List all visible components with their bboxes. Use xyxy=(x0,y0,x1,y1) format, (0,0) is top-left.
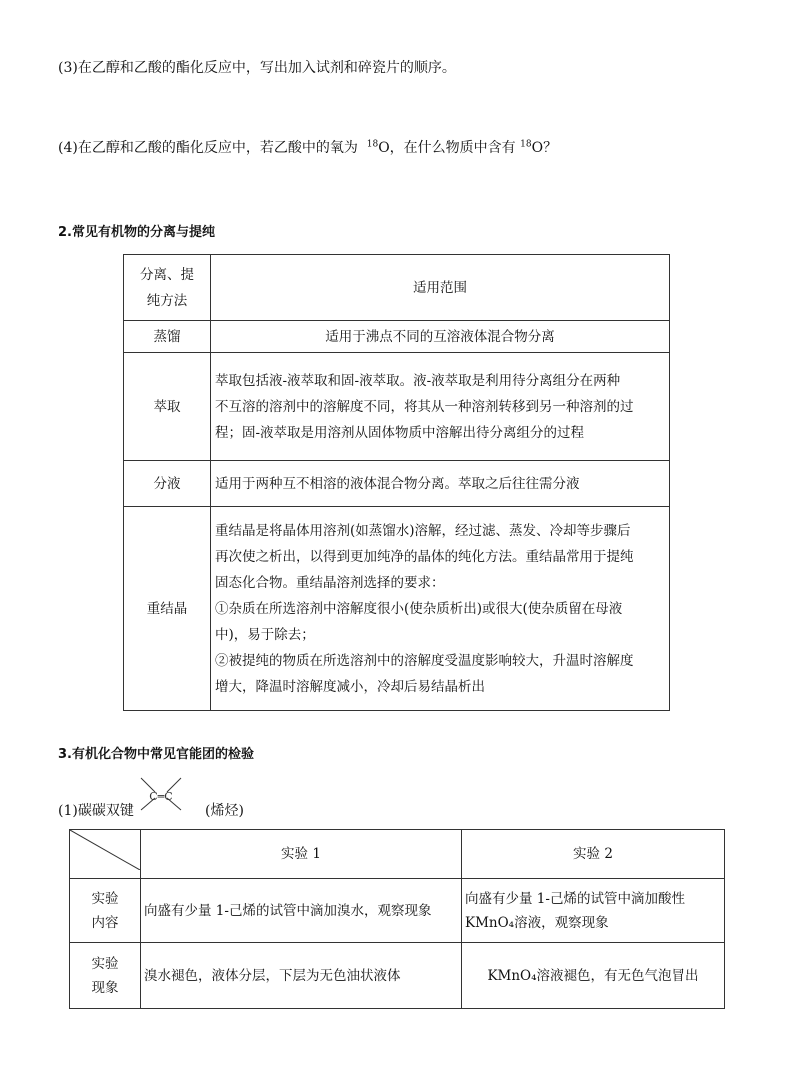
question-4: (4)在乙醇和乙酸的酯化反应中，若乙酸中的氧为 $^{18}$O，在什么物质中含有 $^{18}$O？ xyxy=(58,139,558,156)
method-cell: 分液 xyxy=(124,461,211,507)
row-head-result: 实验现象 xyxy=(70,943,141,1009)
header-scope: 适用范围 xyxy=(211,255,670,321)
section-2-title: 2.常见有机物的分离与提纯 xyxy=(58,225,215,240)
header-method: 分离、提纯方法 xyxy=(124,255,211,321)
exp1-content: 向盛有少量 1-己烯的试管中滴加溴水，观察现象 xyxy=(141,879,462,943)
exp2-content: 向盛有少量 1-己烯的试管中滴加酸性 KMnO₄溶液，观察现象 xyxy=(462,879,725,943)
diag-cell xyxy=(70,830,141,879)
exp1-result: 溴水褪色，液体分层，下层为无色油状液体 xyxy=(141,943,462,1009)
col-exp2: 实验 2 xyxy=(462,830,725,879)
col-exp1: 实验 1 xyxy=(141,830,462,879)
scope-cell: 萃取包括液-液萃取和固-液萃取。液-液萃取是利用待分离组分在两种 不互溶的溶剂中的溶解度不同，将其从一种溶剂转移到另一种溶剂的过 程；固-液萃取是用溶剂从固体物质中溶解出待分离组分的过程 xyxy=(211,353,670,461)
section-3-title: 3.有机化合物中常见官能团的检验 xyxy=(58,747,254,762)
alkene-label: (烯烃) xyxy=(205,803,244,819)
separation-table xyxy=(123,254,670,711)
method-cell: 蒸馏 xyxy=(124,321,211,353)
scope-cell: 适用于沸点不同的互溶液体混合物分离 xyxy=(211,321,670,353)
alkene-structure-icon xyxy=(121,770,201,820)
scope-cell: 重结晶是将晶体用溶剂(如蒸馏水)溶解，经过滤、蒸发、冷却等步骤后 再次使之析出，以得到更加纯净的晶体的纯化方法。重结晶常用于提纯 固态化合物。重结晶溶剂选择的要求： ①杂质在所选溶剂中溶解度很小(使杂质析出)或很大(使杂质留在母液 中)，易于除去； ②被提纯的物质在所选溶剂中的溶解度受温度影响较大，升温时溶解度 增大，降温时溶解度减小，冷却后易结晶析出 xyxy=(211,507,670,711)
test-table xyxy=(69,829,725,1009)
question-3: (3)在乙醇和乙酸的酯化反应中，写出加入试剂和碎瓷片的顺序。 xyxy=(58,60,456,76)
double-bond-label: (1)碳碳双键 xyxy=(58,803,134,819)
method-cell: 重结晶 xyxy=(124,507,211,711)
scope-cell: 适用于两种互不相溶的液体混合物分离。萃取之后往往需分液 xyxy=(211,461,670,507)
diagonal-line-icon xyxy=(70,830,140,870)
exp2-result: KMnO₄溶液褪色，有无色气泡冒出 xyxy=(462,943,725,1009)
method-cell: 萃取 xyxy=(124,353,211,461)
row-head-content: 实验内容 xyxy=(70,879,141,943)
formula-text: C═C xyxy=(149,790,173,803)
